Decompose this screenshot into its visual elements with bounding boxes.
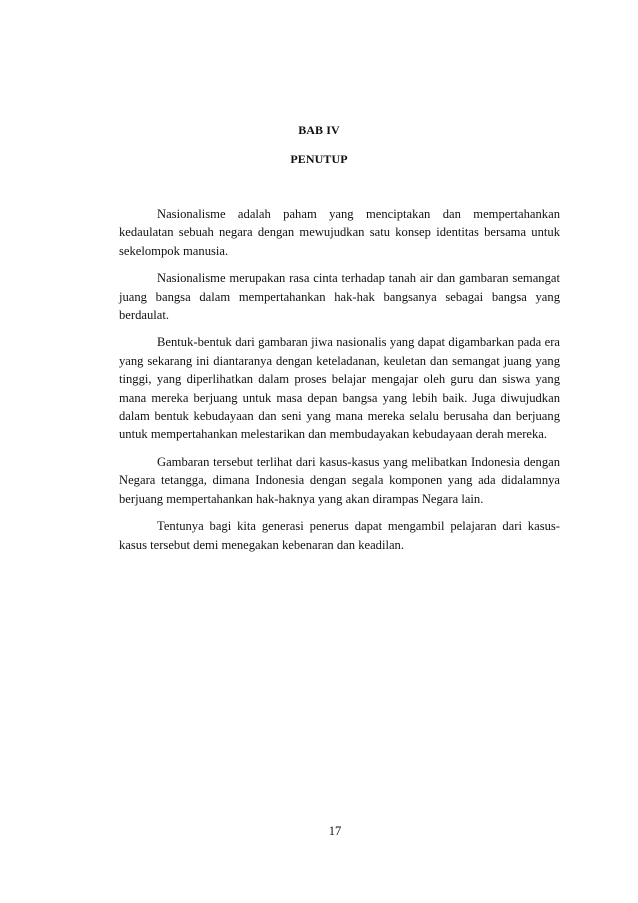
- chapter-title: PENUTUP: [290, 152, 348, 166]
- paragraph-2: Nasionalisme merupakan rasa cinta terhadap tanah air dan gambaran semangat juang bangsa dalam mempertahankan hak-hak bangsanya sebagai bangsa yang berdaulat.: [119, 271, 560, 323]
- paragraph-4: Gambaran tersebut terlihat dari kasus-kasus yang melibatkan Indonesia dengan Negara tetangga, dimana Indonesia dengan segala komponen yang ada didalamnya berjuang mempertahankan hak-haknya yang akan dirampas Negara lain.: [119, 454, 560, 506]
- page-number: 17: [328, 824, 342, 838]
- paragraph-3: Bentuk-bentuk dari gambaran jiwa nasionalis yang dapat digambarkan pada era yang sekarang ini diantaranya dengan keteladanan, keuletan dan semangat juang yang tinggi, yang diperlihatkan dalam proses belajar mengajar oleh guru dan siswa yang mana mereka berjuang untuk masa depan bangsa yang lebih baik. Juga diwujudkan dalam bentuk kebudayaan dan seni yang mana mereka selalu berusaha dan berjuang untuk mempertahankan melestarikan dan membudayakan kebudayaan derah mereka.: [119, 335, 560, 442]
- body-text: [119, 205, 560, 563]
- chapter-heading: BAB IV: [298, 123, 340, 137]
- paragraph-5: Tentunya bagi kita generasi penerus dapat mengambil pelajaran dari kasus-kasus tersebut demi menegakan kebenaran dan keadilan.: [119, 519, 560, 552]
- paragraph-1: Nasionalisme adalah paham yang menciptakan dan mempertahankan kedaulatan sebuah negara dengan mewujudkan satu konsep identitas bersama untuk sekelompok manusia.: [119, 207, 560, 258]
